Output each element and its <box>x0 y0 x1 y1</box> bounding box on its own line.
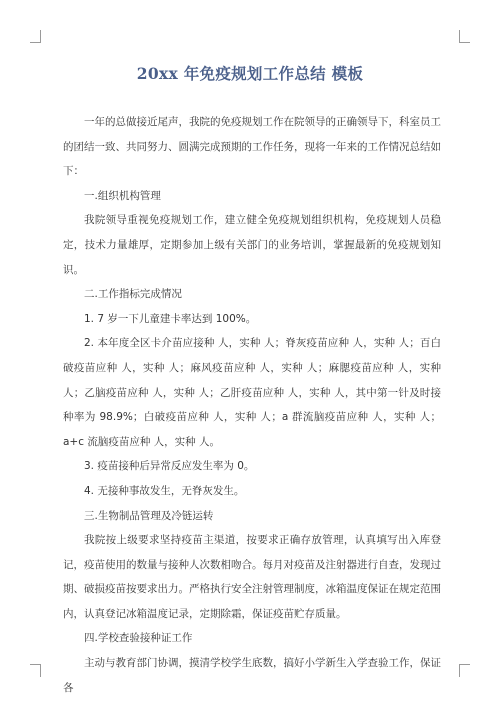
intro-paragraph: 一年的总做接近尾声，我院的免疫规划工作在院领导的正确领导下，科室员工的团结一致、共同努力、圆满完成预期的工作任务，现将一年来的工作情况总结如下： <box>63 116 441 178</box>
document-body <box>63 110 441 700</box>
indicator-item-2: 2. 本年度全区卡介苗应接种 人，实种 人；脊灰疫苗应种 人，实种 人；百白破疫苗应种 人，实种 人；麻风疫苗应种 人，实种 人；麻腮疫苗应种 人，实种 人；乙脑疫苗应种 人，实种 人；乙肝疫苗应种 人，实种 人，其中第一针及时接种率为 98.9%；白破疫苗应种 人，实种 人；a 群流脑疫苗应种 人，实种 人；a+c 流脑疫苗应种 人，实种 人。 <box>63 337 441 448</box>
indicator-item-1: 1. 7 岁一下儿童建卡率达到 100%。 <box>84 312 257 325</box>
page-corner-mark-top-left <box>30 30 41 43</box>
indicator-item-4: 4. 无接种事故发生，无脊灰发生。 <box>84 484 245 497</box>
biologics-paragraph: 我院按上级要求坚持疫苗主渠道，按要求正确存放管理，认真填写出入库登记，疫苗使用的数量与接种人次数相吻合。每月对疫苗及注射器进行自查，发现过期、破损疫苗按要求出力。严格执行安全注射管理制度，冰箱温度保证在规定范围内，认真登记冰箱温度记录，定期除霜，保证疫苗贮存质量。 <box>63 534 441 620</box>
indicator-item-3: 3. 疫苗接种后异常反应发生率为 0。 <box>84 460 255 473</box>
section-heading-indicators: 二.工作指标完成情况 <box>84 288 182 301</box>
section-heading-biologics: 三.生物制品管理及冷链运转 <box>84 509 214 522</box>
document-title: 20xx 年免疫规划工作总结 模板 <box>136 64 364 83</box>
page-corner-mark-top-right <box>459 30 470 43</box>
section-heading-organization: 一.组织机构管理 <box>84 189 161 202</box>
page-corner-mark-bottom-left <box>30 664 41 677</box>
section-heading-school-check: 四.学校查验接种证工作 <box>84 632 193 645</box>
page-corner-mark-bottom-right <box>459 664 470 677</box>
organization-paragraph: 我院领导重视免疫规划工作，建立健全免疫规划组织机构，免疫规划人员稳定，技术力量雄厚，定期参加上级有关部门的业务培训，掌握最新的免疫规划知识。 <box>63 214 441 276</box>
school-check-paragraph: 主动与教育部门协调，摸清学校学生底数，搞好小学新生入学查验工作，保证各 <box>63 657 441 694</box>
